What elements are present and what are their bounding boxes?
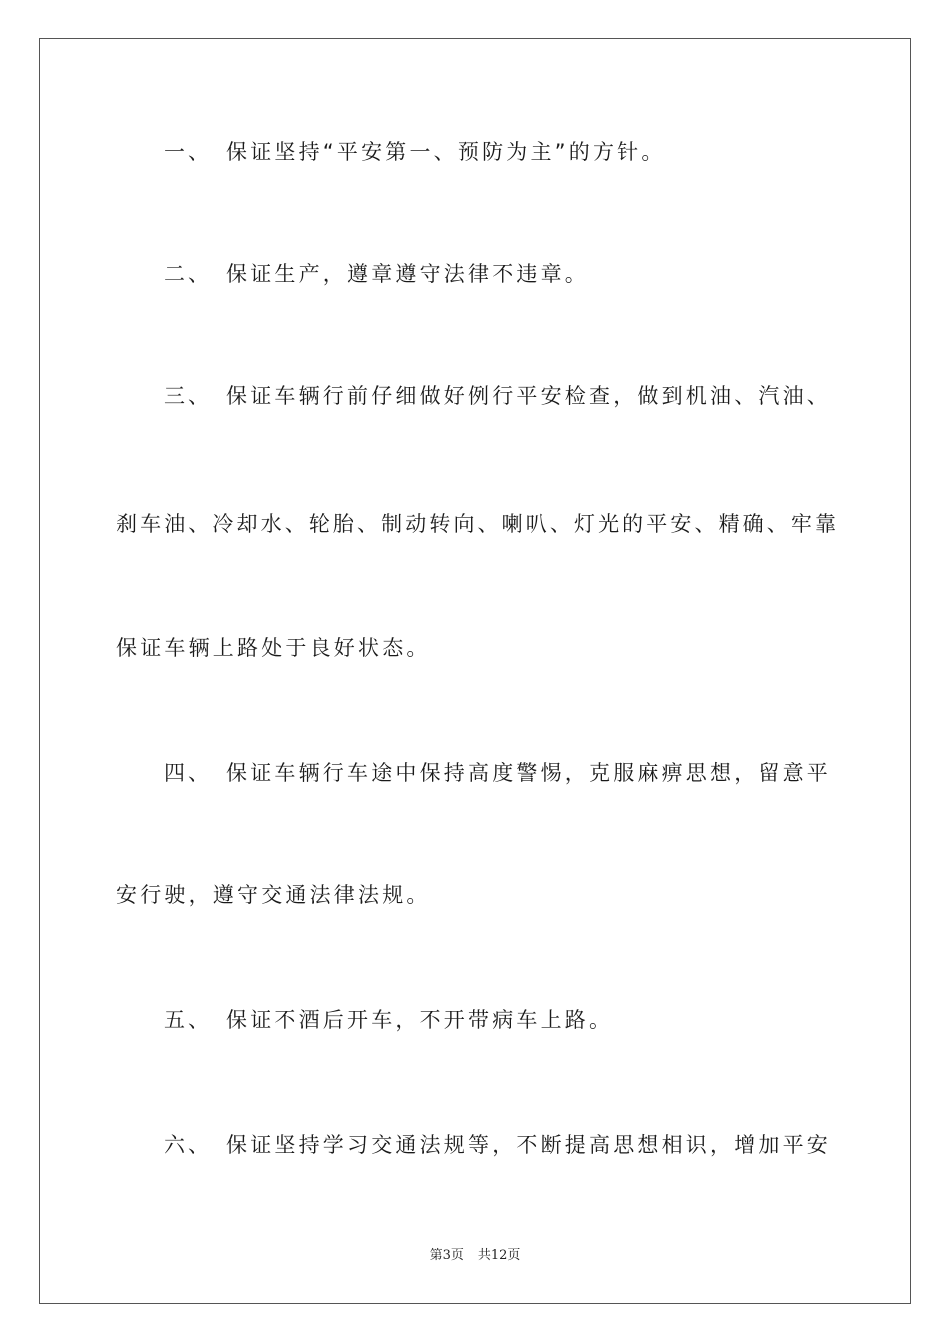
paragraph-line-8: [116, 1005, 836, 1035]
list-marker: 一、: [164, 140, 212, 164]
page-footer: [0, 1247, 950, 1265]
line-text: 保证坚持学习交通法规等，不断提高思想相识，增加平安: [226, 1133, 831, 1157]
list-marker: 五、: [164, 1008, 212, 1032]
page-total: 共12页: [477, 1248, 521, 1263]
line-text: 保证生产，遵章遵守法律不违章。: [226, 262, 589, 286]
paragraph-line-4: 刹车油、冷却水、轮胎、制动转向、喇叭、灯光的平安、精确、牢靠: [116, 512, 836, 536]
list-marker: 六、: [164, 1133, 212, 1157]
paragraph-line-9: [116, 1130, 836, 1160]
paragraph-line-7: 安行驶，遵守交通法律法规。: [116, 883, 431, 907]
list-marker: 二、: [164, 262, 212, 286]
paragraph-line-3: [116, 381, 836, 411]
paragraph-line-1: [116, 137, 836, 167]
line-text: 保证车辆行前仔细做好例行平安检查，做到机油、汽油、: [226, 384, 831, 408]
paragraph-line-6: [116, 758, 836, 788]
list-marker: 三、: [164, 384, 212, 408]
paragraph-line-5: 保证车辆上路处于良好状态。: [116, 636, 431, 660]
line-text: 保证不酒后开车，不开带病车上路。: [226, 1008, 614, 1032]
paragraph-line-2: [116, 259, 836, 289]
line-text: 保证坚持“平安第一、预防为主”的方针。: [226, 140, 666, 164]
page-border: [39, 38, 911, 1304]
line-text: 保证车辆行车途中保持高度警惕，克服麻痹思想，留意平: [226, 761, 831, 785]
list-marker: 四、: [164, 761, 212, 785]
page-number: 第3页: [429, 1248, 464, 1263]
